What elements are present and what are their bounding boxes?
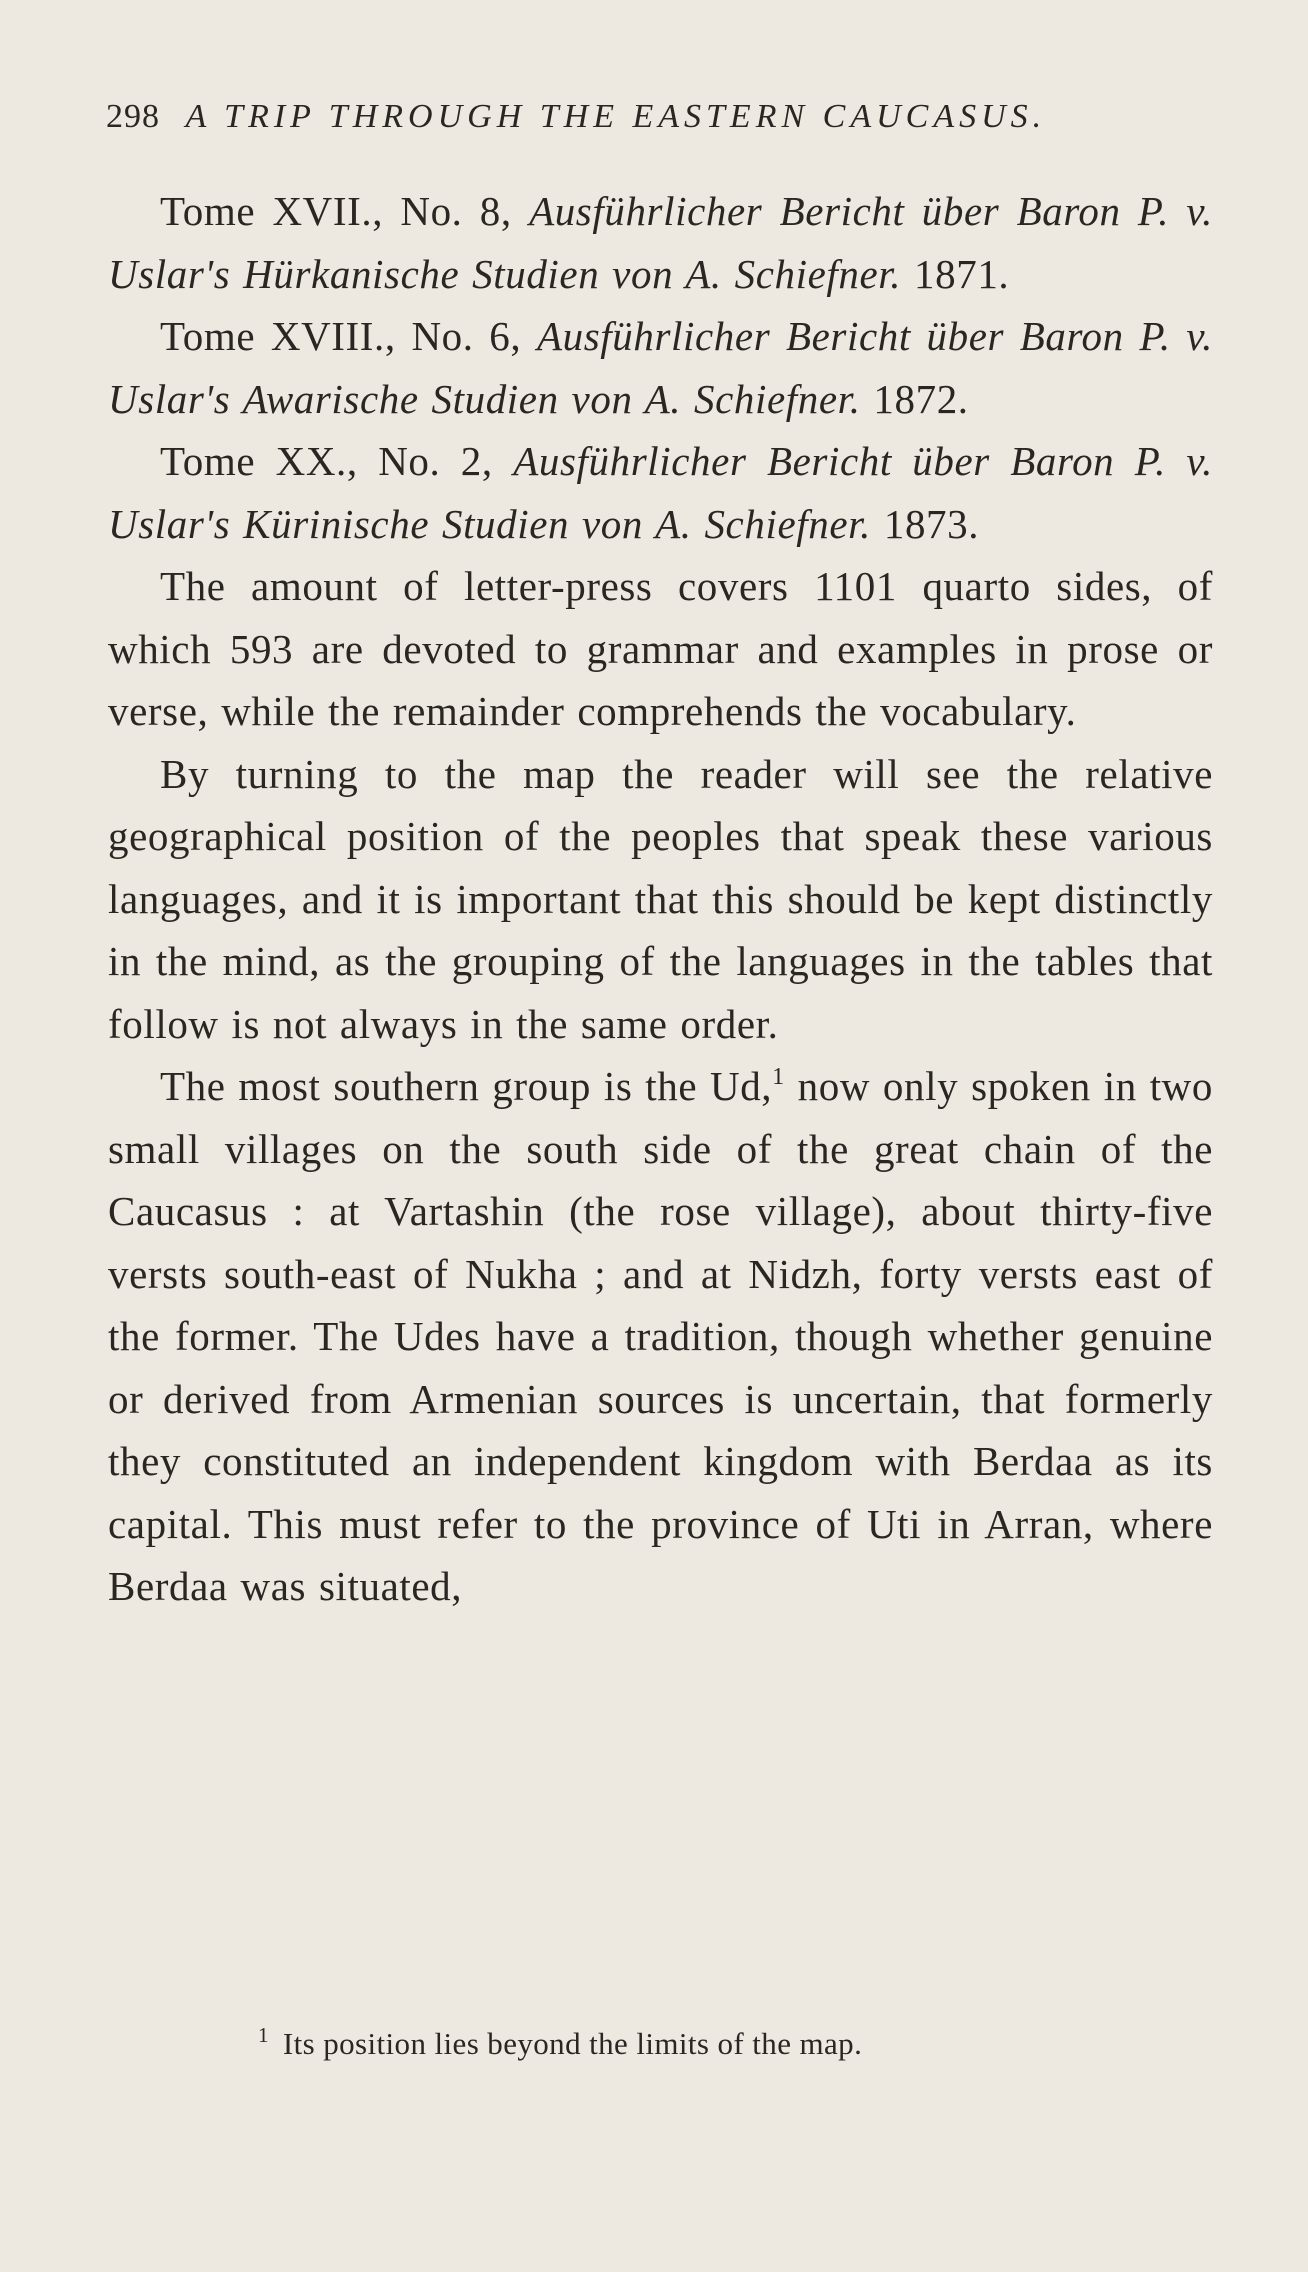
footnote-mark: 1	[258, 2023, 269, 2047]
footnote-reference: 1	[772, 1064, 785, 1090]
page-number: 298	[106, 98, 160, 135]
bibliography-entry-3	[108, 430, 1213, 555]
entry-title: Ausführlicher Bericht über Baron P. v. Uslar's Awarische Studien von A. Schiefner.	[108, 313, 1213, 422]
paragraph-ud	[108, 1055, 1213, 1618]
entry-year: 1871.	[914, 250, 1010, 297]
entry-prefix: Tome XX., No. 2,	[160, 438, 493, 484]
entry-year: 1872.	[873, 375, 969, 422]
paragraph-map: By turning to the map the reader will see the relative geographical position of the peoples that speak these various languages, and it is important that this should be kept distinctly in the mind, as the grouping of the languages in the tables that follow is not always in the same order.	[108, 750, 1213, 1047]
entry-prefix: Tome XVIII., No. 6,	[160, 313, 522, 359]
bibliography-entry-1	[108, 180, 1213, 305]
paragraph-letter-press: The amount of letter-press covers 1101 quarto sides, of which 593 are devoted to grammar and examples in prose or verse, while the remainder comprehends the vocabulary.	[108, 563, 1213, 734]
bibliography-entry-2	[108, 305, 1213, 430]
entry-title: Ausführlicher Bericht über Baron P. v. Uslar's Kürinische Studien von A. Schiefner.	[108, 438, 1213, 547]
paragraph-ud-start: The most southern group is the Ud,	[160, 1063, 773, 1109]
entry-title: Ausführlicher Bericht über Baron P. v. Uslar's Hürkanische Studien von A. Schiefner.	[108, 188, 1213, 297]
footnote-text: Its position lies beyond the limits of the map.	[282, 2026, 863, 2061]
entry-prefix: Tome XVII., No. 8,	[160, 188, 512, 234]
paragraph-ud-rest: now only spoken in two small villages on the south side of the great chain of the Caucasus : at Vartashin (the rose village), about thirty-five versts south-east of Nukha ; and at Nidzh, forty versts east of the former. The Udes have a tradition, though whether genuine or derived from Armenian sources is uncertain, that formerly they constituted an independent kingdom with Berdaa as its capital. This must refer to the province of Uti in Arran, where Berdaa was situated,	[108, 1063, 1213, 1609]
entry-year: 1873.	[883, 500, 980, 547]
main-text	[108, 180, 1213, 1618]
footnote	[258, 2023, 1158, 2062]
running-title: A TRIP THROUGH THE EASTERN CAUCASUS.	[185, 98, 1047, 135]
page-header	[106, 98, 1216, 136]
